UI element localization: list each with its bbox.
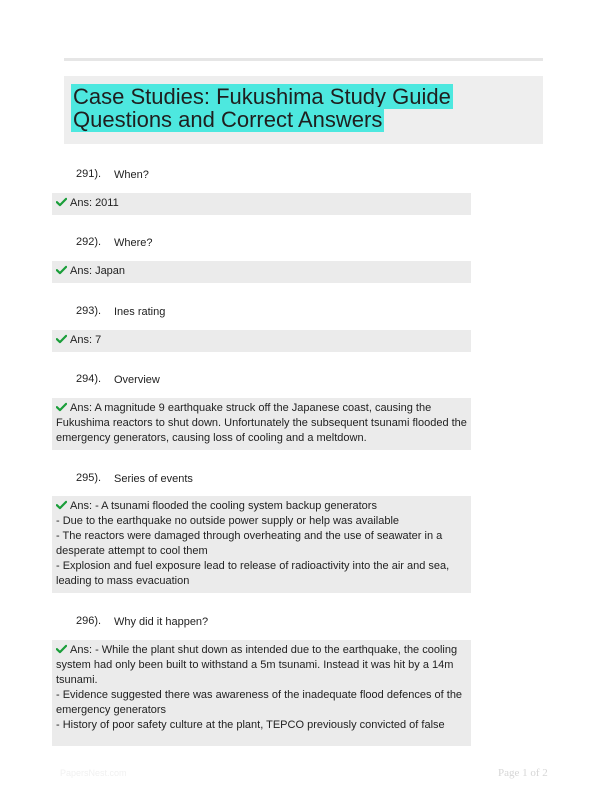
answer-box	[52, 640, 471, 746]
answer-box	[52, 261, 471, 283]
answer-text: Fukushima reactors to shut down. Unfortunately the subsequent tsunami flooded the	[56, 417, 467, 429]
answer-text: - Due to the earthquake no outside power supply or help was available	[56, 515, 400, 527]
answer-text: - Explosion and fuel exposure lead to release of radioactivity into the air and sea,	[56, 560, 450, 572]
answer-text: tsunami.	[56, 674, 98, 686]
answer-line	[56, 264, 471, 279]
answer-line	[56, 529, 471, 544]
checkmark-icon	[56, 265, 67, 275]
answer-text: Ans: A magnitude 9 earthquake struck off the Japanese coast, causing the	[70, 402, 432, 414]
question-number: 293).	[76, 305, 102, 317]
answer-text: desperate attempt to cool them	[56, 545, 208, 557]
answer-text: system had only been built to withstand a 5m tsunami. Instead it was hit by a 14m	[56, 659, 454, 671]
checkmark-icon	[56, 402, 67, 412]
answer-line	[56, 658, 471, 673]
question-text: Why did it happen?	[114, 616, 209, 628]
question-text: When?	[114, 169, 149, 181]
document-title	[71, 85, 541, 131]
answer-box	[52, 330, 471, 352]
answer-text: emergency generators	[56, 704, 167, 716]
answer-text: Ans: - A tsunami flooded the cooling system backup generators	[70, 500, 377, 512]
answer-line	[56, 499, 471, 514]
answer-line	[56, 688, 471, 703]
answer-line	[56, 333, 471, 348]
question-number: 295).	[76, 472, 102, 484]
top-rule	[64, 58, 543, 61]
answer-text: Ans: 2011	[70, 197, 119, 209]
answer-text: Ans: 7	[70, 334, 102, 346]
answer-text: - History of poor safety culture at the plant, TEPCO previously convicted of false	[56, 719, 445, 731]
answer-line	[56, 431, 471, 446]
checkmark-icon	[56, 644, 67, 654]
footer-watermark: PapersNest.com	[60, 768, 127, 778]
title-block	[64, 76, 543, 144]
page-number: Page 1 of 2	[498, 767, 548, 779]
answer-text: - Evidence suggested there was awareness of the inadequate flood defences of the	[56, 689, 463, 701]
answer-line	[56, 196, 471, 211]
checkmark-icon	[56, 197, 67, 207]
answer-line	[56, 514, 471, 529]
answer-text: Ans: Japan	[70, 265, 126, 277]
answer-line	[56, 401, 471, 416]
answer-line	[56, 574, 471, 589]
answer-line	[56, 416, 471, 431]
answer-line	[56, 718, 471, 733]
answer-box	[52, 398, 471, 450]
question-text: Ines rating	[114, 306, 166, 318]
answer-box	[52, 193, 471, 215]
answer-text: - The reactors were damaged through overheating and the use of seawater in a	[56, 530, 443, 542]
question-text: Where?	[114, 237, 153, 249]
answer-line	[56, 544, 471, 559]
answer-line	[56, 643, 471, 658]
answer-box	[52, 496, 471, 593]
checkmark-icon	[56, 334, 67, 344]
answer-text: emergency generators, causing loss of cooling and a meltdown.	[56, 432, 367, 444]
question-number: 292).	[76, 236, 102, 248]
question-number: 291).	[76, 168, 102, 180]
question-number: 296).	[76, 615, 102, 627]
answer-line	[56, 673, 471, 688]
question-text: Series of events	[114, 473, 193, 485]
answer-text: Ans: - While the plant shut down as intended due to the earthquake, the cooling	[70, 644, 458, 656]
question-number: 294).	[76, 373, 102, 385]
checkmark-icon	[56, 500, 67, 510]
question-text: Overview	[114, 374, 160, 386]
document-title-text: Case Studies: Fukushima Study Guide Questions and Correct Answers	[73, 84, 451, 132]
answer-text: leading to mass evacuation	[56, 575, 190, 587]
answer-line	[56, 559, 471, 574]
answer-line	[56, 703, 471, 718]
